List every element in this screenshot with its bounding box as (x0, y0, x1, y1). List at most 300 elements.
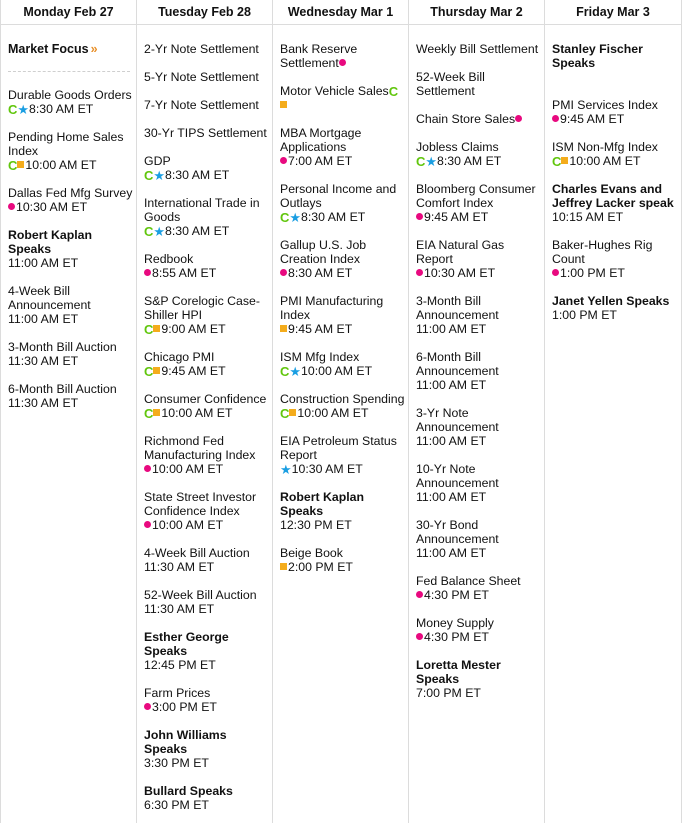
calendar-event[interactable] (137, 392, 272, 420)
consensus-dot-icon (144, 269, 151, 276)
consensus-dot-icon (280, 269, 287, 276)
event-title-text: 4-Week Bill Announcement (8, 284, 91, 312)
c-icon: C (416, 153, 426, 169)
event-title-text: Redbook (144, 252, 194, 266)
calendar-event[interactable] (273, 546, 408, 574)
square-icon (153, 409, 160, 416)
calendar-event[interactable] (137, 196, 272, 238)
event-title-text: 5-Yr Note Settlement (144, 70, 259, 84)
c-icon: C (8, 101, 18, 117)
star-icon: ★ (153, 223, 166, 239)
event-title-text: 6-Month Bill Auction (8, 382, 117, 396)
event-time (280, 560, 408, 574)
event-time (416, 686, 544, 700)
event-time (144, 462, 272, 476)
event-title[interactable] (552, 182, 681, 210)
event-time (280, 210, 408, 224)
event-time-text: 11:30 AM ET (8, 354, 79, 368)
event-title-text: GDP (144, 154, 171, 168)
event-time (416, 378, 544, 392)
event-title-text: PMI Manufacturing Index (280, 294, 384, 322)
calendar-event[interactable] (545, 294, 681, 322)
event-title-text: Robert Kaplan Speaks (280, 490, 365, 518)
event-title[interactable] (416, 616, 544, 630)
event-time (280, 98, 408, 112)
square-icon (153, 325, 160, 332)
event-time-text: 6:30 PM ET (144, 798, 209, 812)
star-icon: ★ (280, 461, 292, 477)
event-title[interactable] (416, 140, 544, 154)
event-title[interactable] (144, 98, 272, 112)
calendar-event[interactable] (273, 126, 408, 168)
calendar-event[interactable] (273, 182, 408, 224)
event-time-text: 7:00 PM ET (416, 686, 481, 700)
event-title[interactable] (280, 126, 408, 154)
event-time-text: 8:30 AM ET (301, 210, 366, 224)
calendar-event[interactable] (409, 238, 544, 280)
event-title-text: Gallup U.S. Job Creation Index (280, 238, 367, 266)
event-time-text: 8:30 AM ET (29, 102, 94, 116)
calendar-event[interactable] (1, 88, 136, 116)
day-header: Friday Mar 3 (545, 0, 681, 25)
event-time (416, 588, 544, 602)
event-title[interactable] (144, 434, 272, 462)
event-title-text: 30-Yr Bond Announcement (416, 518, 499, 546)
event-time-text: 9:45 AM ET (288, 322, 353, 336)
event-title[interactable] (144, 42, 272, 56)
star-icon: ★ (17, 101, 30, 117)
event-title-text: Bullard Speaks (144, 784, 233, 798)
event-title[interactable] (280, 182, 408, 210)
event-time-text: 10:30 AM ET (424, 266, 496, 280)
event-title-text: Dallas Fed Mfg Survey (8, 186, 133, 200)
calendar-event[interactable] (137, 588, 272, 616)
event-time-text: 11:30 AM ET (144, 560, 215, 574)
event-time (8, 200, 136, 214)
event-title[interactable] (552, 140, 681, 154)
event-time-text: 10:00 AM ET (25, 158, 97, 172)
calendar-event[interactable] (409, 406, 544, 448)
event-time (8, 158, 136, 172)
event-time-text: 8:55 AM ET (152, 266, 217, 280)
event-title[interactable] (144, 294, 272, 322)
event-title[interactable] (144, 728, 272, 756)
event-time-text: 10:00 AM ET (152, 518, 224, 532)
calendar-event[interactable] (409, 112, 544, 126)
event-title-text: 52-Week Bill Auction (144, 588, 257, 602)
event-title-text: 6-Month Bill Announcement (416, 350, 499, 378)
star-icon: ★ (289, 209, 302, 225)
event-title[interactable] (280, 392, 408, 406)
event-time (280, 518, 408, 532)
event-title-text: EIA Petroleum Status Report (280, 434, 397, 462)
event-time (144, 168, 272, 182)
calendar-event[interactable] (1, 340, 136, 368)
event-title[interactable] (8, 340, 136, 354)
event-title-text: Charles Evans and Jeffrey Lacker speak (552, 182, 674, 210)
event-title[interactable] (8, 130, 136, 158)
event-time-text: 11:30 AM ET (144, 602, 215, 616)
market-focus-link[interactable] (1, 42, 136, 56)
event-time (552, 112, 681, 126)
event-title[interactable] (144, 546, 272, 560)
event-title[interactable] (416, 182, 544, 210)
event-title[interactable] (144, 350, 272, 364)
event-title[interactable] (8, 88, 136, 102)
event-title-text: ISM Mfg Index (280, 350, 360, 364)
event-time (280, 406, 408, 420)
calendar-event[interactable] (409, 140, 544, 168)
event-title-text: Esther George Speaks (144, 630, 229, 658)
calendar-event[interactable] (1, 228, 136, 270)
event-time-text: 10:00 AM ET (161, 406, 233, 420)
event-title-text: Consumer Confidence (144, 392, 267, 406)
consensus-dot-icon (416, 633, 423, 640)
event-time (416, 490, 544, 504)
consensus-dot-icon (144, 521, 151, 528)
event-title-text: 4-Week Bill Auction (144, 546, 250, 560)
calendar-event[interactable] (273, 294, 408, 336)
c-icon: C (144, 405, 154, 421)
calendar-event[interactable] (137, 70, 272, 84)
calendar-event[interactable] (137, 126, 272, 140)
day-header: Tuesday Feb 28 (137, 0, 272, 25)
event-title[interactable] (416, 42, 544, 56)
event-title-text: 7-Yr Note Settlement (144, 98, 259, 112)
event-time (144, 798, 272, 812)
event-time (144, 406, 272, 420)
calendar-event[interactable] (273, 434, 408, 476)
calendar-event[interactable] (409, 518, 544, 560)
event-title[interactable] (280, 42, 408, 70)
square-icon (561, 157, 568, 164)
event-time-text: 11:00 AM ET (8, 312, 79, 326)
event-time-text: 10:00 AM ET (297, 406, 369, 420)
event-time (8, 312, 136, 326)
event-title-text: 52-Week Bill Settlement (416, 70, 485, 98)
event-title[interactable] (552, 238, 681, 266)
event-title[interactable] (280, 294, 408, 322)
day-header: Monday Feb 27 (1, 0, 136, 25)
event-time-text: 11:30 AM ET (8, 396, 79, 410)
event-title-text: 30-Yr TIPS Settlement (144, 126, 267, 140)
event-time (416, 434, 544, 448)
calendar-event[interactable] (137, 294, 272, 336)
calendar-event[interactable] (137, 546, 272, 574)
consensus-dot-icon (416, 269, 423, 276)
event-title[interactable] (280, 490, 408, 518)
event-time-text: 10:15 AM ET (552, 210, 624, 224)
event-title-text: 3-Month Bill Announcement (416, 294, 499, 322)
calendar-event[interactable] (409, 462, 544, 504)
calendar-event[interactable] (409, 658, 544, 700)
day-column (137, 0, 273, 823)
event-title[interactable] (552, 42, 681, 70)
event-title[interactable] (8, 382, 136, 396)
event-time-text: 7:00 AM ET (288, 154, 353, 168)
c-icon: C (144, 363, 154, 379)
event-title[interactable] (144, 490, 272, 518)
event-time-text: 10:30 AM ET (291, 462, 363, 476)
event-time (552, 210, 681, 224)
calendar-event[interactable] (409, 350, 544, 392)
event-time-text: 10:00 AM ET (569, 154, 641, 168)
c-icon: C (280, 405, 290, 421)
event-time-text: 11:00 AM ET (416, 378, 487, 392)
calendar-event[interactable] (273, 350, 408, 378)
event-time-text: 11:00 AM ET (416, 546, 487, 560)
event-time (144, 700, 272, 714)
event-time-text: 9:00 AM ET (161, 322, 226, 336)
event-time (280, 462, 408, 476)
event-time (280, 154, 408, 168)
c-icon: C (144, 321, 154, 337)
event-title-text: Baker-Hughes Rig Count (552, 238, 653, 266)
event-time (416, 546, 544, 560)
event-title[interactable] (280, 238, 408, 266)
calendar-event[interactable] (1, 130, 136, 172)
calendar-event[interactable] (273, 42, 408, 70)
event-title[interactable] (144, 196, 272, 224)
calendar-event[interactable] (273, 238, 408, 280)
event-title[interactable] (144, 392, 272, 406)
event-title-text: State Street Investor Confidence Index (144, 490, 257, 518)
event-title[interactable] (144, 252, 272, 266)
calendar-event[interactable] (1, 186, 136, 214)
event-title-text: Personal Income and Outlays (280, 182, 397, 210)
event-title-text: Fed Balance Sheet (416, 574, 521, 588)
event-title[interactable] (144, 154, 272, 168)
calendar-event[interactable] (137, 784, 272, 812)
market-focus-label: Market Focus (8, 42, 89, 56)
event-title[interactable] (280, 350, 408, 364)
event-time-text: 8:30 AM ET (165, 224, 230, 238)
square-icon (289, 409, 296, 416)
event-title-text: 10-Yr Note Announcement (416, 462, 499, 490)
calendar-event[interactable] (137, 154, 272, 182)
event-title[interactable] (144, 126, 272, 140)
event-time-text: 8:30 AM ET (288, 266, 353, 280)
event-title[interactable] (144, 784, 272, 798)
event-title-text: Richmond Fed Manufacturing Index (144, 434, 256, 462)
calendar-event[interactable] (545, 140, 681, 168)
event-title[interactable] (280, 434, 408, 462)
star-icon: ★ (289, 363, 302, 379)
event-time (8, 102, 136, 116)
calendar-event[interactable] (137, 98, 272, 112)
calendar-event[interactable] (409, 42, 544, 56)
calendar-event[interactable] (545, 238, 681, 280)
c-icon: C (280, 363, 290, 379)
event-time (280, 322, 408, 336)
event-time-text: 9:45 AM ET (424, 210, 489, 224)
consensus-dot-icon (552, 115, 559, 122)
event-time-text: 11:00 AM ET (8, 256, 79, 270)
event-title[interactable] (416, 406, 544, 434)
calendar-event[interactable] (1, 382, 136, 410)
consensus-dot-icon (339, 59, 346, 66)
event-title-text: Beige Book (280, 546, 343, 560)
day-header: Wednesday Mar 1 (273, 0, 408, 25)
event-title-text: Motor Vehicle Sales (280, 84, 389, 98)
event-title[interactable] (416, 574, 544, 588)
consensus-dot-icon (416, 213, 423, 220)
event-time-text: 11:00 AM ET (416, 322, 487, 336)
event-title-text: MBA Mortgage Applications (280, 126, 362, 154)
event-title[interactable] (280, 84, 408, 98)
event-time-text: 4:30 PM ET (424, 588, 489, 602)
calendar-event[interactable] (1, 284, 136, 326)
event-time-text: 10:30 AM ET (16, 200, 88, 214)
event-time (552, 308, 681, 322)
consensus-dot-icon (416, 591, 423, 598)
event-title[interactable] (144, 686, 272, 700)
event-title[interactable] (8, 228, 136, 256)
event-time (8, 396, 136, 410)
event-title-text: Chain Store Sales (416, 112, 516, 126)
day-column (273, 0, 409, 823)
event-time-text: 2:00 PM ET (288, 560, 353, 574)
event-time-text: 12:30 PM ET (280, 518, 352, 532)
event-title[interactable] (416, 238, 544, 266)
event-time (552, 266, 681, 280)
event-title-text: Robert Kaplan Speaks (8, 228, 93, 256)
calendar-event[interactable] (137, 252, 272, 280)
event-title-text: Stanley Fischer Speaks (552, 42, 643, 70)
event-time-text: 10:00 AM ET (301, 364, 373, 378)
divider (8, 71, 130, 72)
event-time-text: 3:30 PM ET (144, 756, 209, 770)
c-icon: C (280, 209, 290, 225)
event-title[interactable] (552, 294, 681, 308)
event-title-text: Money Supply (416, 616, 494, 630)
c-icon: C (552, 153, 562, 169)
event-title[interactable] (416, 70, 544, 98)
event-time-text: 12:45 PM ET (144, 658, 216, 672)
event-time (144, 756, 272, 770)
c-icon: C (144, 223, 154, 239)
event-title-text: Janet Yellen Speaks (552, 294, 670, 308)
square-icon (280, 101, 287, 108)
event-title-text: 2-Yr Note Settlement (144, 42, 259, 56)
event-title[interactable] (144, 588, 272, 602)
event-time-text: 4:30 PM ET (424, 630, 489, 644)
calendar-event[interactable] (137, 630, 272, 672)
calendar-event[interactable] (273, 392, 408, 420)
consensus-dot-icon (8, 203, 15, 210)
calendar-event[interactable] (409, 294, 544, 336)
consensus-dot-icon (552, 269, 559, 276)
c-icon: C (388, 83, 399, 99)
event-title[interactable] (552, 98, 681, 112)
day-header: Thursday Mar 2 (409, 0, 544, 25)
calendar-event[interactable] (137, 686, 272, 714)
event-title-text: Bloomberg Consumer Comfort Index (416, 182, 536, 210)
calendar-event[interactable] (409, 70, 544, 98)
event-time (144, 266, 272, 280)
day-column (409, 0, 545, 823)
calendar-event[interactable] (273, 84, 408, 112)
c-icon: C (8, 157, 18, 173)
event-time-text: 9:45 AM ET (161, 364, 226, 378)
event-time (144, 518, 272, 532)
event-time (8, 256, 136, 270)
event-time (144, 364, 272, 378)
square-icon (280, 325, 287, 332)
event-time (416, 154, 544, 168)
calendar-event[interactable] (409, 574, 544, 602)
event-title-text: PMI Services Index (552, 98, 658, 112)
event-title-text: EIA Natural Gas Report (416, 238, 505, 266)
star-icon: ★ (425, 153, 438, 169)
event-title-text: S&P Corelogic Case-Shiller HPI (144, 294, 260, 322)
event-title[interactable] (144, 70, 272, 84)
event-title[interactable] (280, 546, 408, 560)
calendar-event[interactable] (409, 182, 544, 224)
calendar-event[interactable] (137, 350, 272, 378)
event-time-text: 1:00 PM ET (560, 266, 625, 280)
c-icon: C (144, 167, 154, 183)
calendar-event[interactable] (545, 42, 681, 70)
consensus-dot-icon (144, 703, 151, 710)
event-title[interactable] (144, 630, 272, 658)
event-time-text: 11:00 AM ET (416, 434, 487, 448)
consensus-dot-icon (280, 157, 287, 164)
event-time (280, 364, 408, 378)
consensus-dot-icon (515, 115, 522, 122)
event-title-text: Chicago PMI (144, 350, 215, 364)
calendar-event[interactable] (137, 728, 272, 770)
calendar-event[interactable] (273, 490, 408, 532)
event-time (144, 224, 272, 238)
event-title[interactable] (416, 112, 544, 126)
event-time (416, 266, 544, 280)
day-column (1, 0, 137, 823)
event-title-text: Loretta Mester Speaks (416, 658, 501, 686)
event-time-text: 3:00 PM ET (152, 700, 217, 714)
event-title[interactable] (8, 186, 136, 200)
calendar-event[interactable] (137, 490, 272, 532)
event-time (552, 154, 681, 168)
consensus-dot-icon (144, 465, 151, 472)
chevron-right-icon: » (90, 42, 98, 56)
star-icon: ★ (153, 167, 166, 183)
event-title[interactable] (416, 658, 544, 686)
event-time-text: 8:30 AM ET (165, 168, 230, 182)
event-time-text: 1:00 PM ET (552, 308, 617, 322)
event-time (8, 354, 136, 368)
event-time-text: 11:00 AM ET (416, 490, 487, 504)
calendar-event[interactable] (137, 434, 272, 476)
event-time-text: 10:00 AM ET (152, 462, 224, 476)
event-title[interactable] (416, 518, 544, 546)
event-title[interactable] (416, 462, 544, 490)
event-time-text: 8:30 AM ET (437, 154, 502, 168)
calendar-event[interactable] (545, 98, 681, 126)
calendar-event[interactable] (545, 182, 681, 224)
event-time (280, 266, 408, 280)
event-title-text: Farm Prices (144, 686, 211, 700)
event-title-text: 3-Yr Note Announcement (416, 406, 499, 434)
event-title[interactable] (416, 294, 544, 322)
event-title[interactable] (416, 350, 544, 378)
calendar-event[interactable] (409, 616, 544, 644)
event-time (416, 210, 544, 224)
event-time (144, 560, 272, 574)
event-title-text: Weekly Bill Settlement (416, 42, 539, 56)
event-title[interactable] (8, 284, 136, 312)
calendar-event[interactable] (137, 42, 272, 56)
